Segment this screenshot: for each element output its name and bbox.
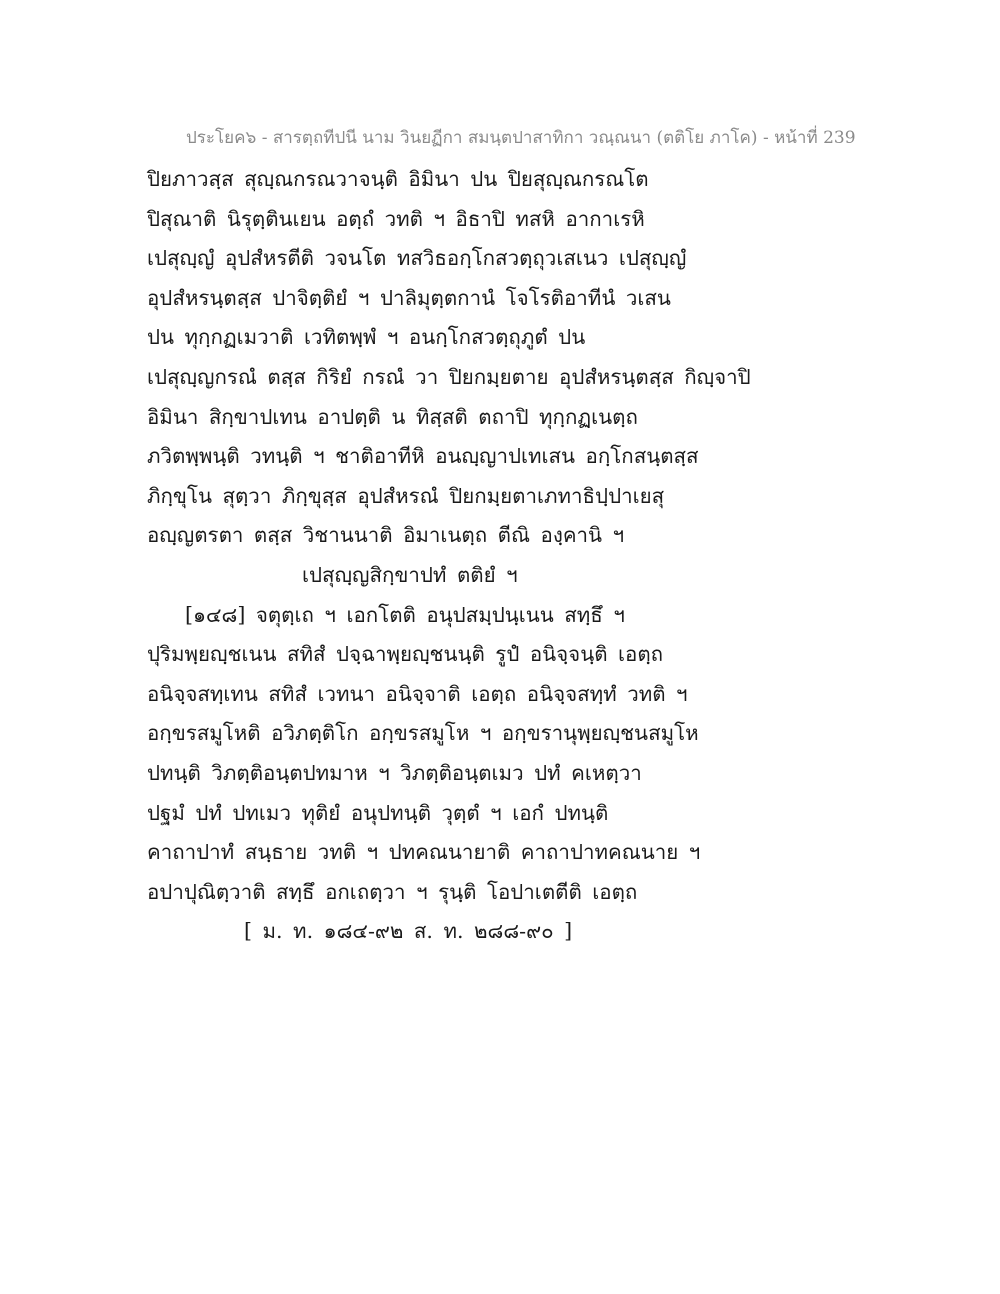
text-line: เปสุญฺญกรณํ ตสฺส กิริยํ กรณํ วา ปิยกมฺยตาย อุปสํหรนฺตสฺส กิญฺจาปิ bbox=[147, 364, 751, 389]
text-line: คาถาปาทํ สนฺธาย วทติ ฯ ปทคณนายาติ คาถาปาทคณนาย ฯ bbox=[147, 840, 701, 865]
text-line: ภิกฺขุโน สุตฺวา ภิกฺขุสฺส อุปสํหรณํ ปิยกมฺยตาเภทาธิปฺปาเยสุ bbox=[147, 483, 665, 508]
paragraph-opening: [๑๔๘] จตุตฺเถ ฯ เอกโตติ อนุปสมฺปนฺเนน สทฺธึ ฯ bbox=[185, 602, 625, 627]
text-line: อกฺขรสมูโหติ อวิภตฺติโก อกฺขรสมูโห ฯ อกฺขรานุพฺยญฺชนสมูโห bbox=[147, 721, 699, 746]
text-line: ปุริมพฺยญฺชเนน สทิสํ ปจฺฉาพฺยญฺชนนฺติ รูปํ อนิจฺจนฺติ เอตฺถ bbox=[147, 642, 664, 667]
text-line: ปทนฺติ วิภตฺติอนฺตปทมาห ฯ วิภตฺติอนฺตเมว ปทํ คเหตฺวา bbox=[147, 760, 642, 785]
text-line: อุปสํหรนฺตสฺส ปาจิตฺติยํ ฯ ปาลิมุตฺตกานํ โจโรติอาทีนํ วเสน bbox=[147, 285, 671, 310]
text-line: อิมินา สิกฺขาปเทน อาปตฺติ น ทิสฺสติ ตถาปิ ทุกฺกฏเนตฺถ bbox=[147, 404, 638, 429]
text-line: ปิสุณาติ นิรุตฺตินเยน อตฺถํ วทติ ฯ อิธาปิ ทสหิ อากาเรหิ bbox=[147, 206, 645, 231]
body-text bbox=[147, 160, 847, 952]
text-line: อปาปุณิตฺวาติ สทฺธึ อกเถตฺวา ฯ รุนฺติ โอปาเตตีติ เอตฺถ bbox=[147, 879, 638, 904]
text-line: เปสุญฺญํ อุปสํหรตีติ วจนโต ทสวิธอกฺโกสวตฺถุวเสเนว เปสุญฺญํ bbox=[147, 246, 687, 271]
text-line: ปิยภาวสฺส สุญฺณกรณวาจนฺติ อิมินา ปน ปิยสุญฺณกรณโต bbox=[147, 167, 649, 191]
text-line: อญฺญตรตา ตสฺส วิชานนาติ อิมาเนตฺถ ตีณิ องฺคานิ ฯ bbox=[147, 523, 625, 548]
text-line: ปน ทุกฺกฏเมวาติ เวทิตพฺพํ ฯ อนกฺโกสวตฺถุภูตํ ปน bbox=[147, 325, 586, 350]
text-line: ภวิตพฺพนฺติ วทนฺติ ฯ ชาติอาทีหิ อนญฺญาปเทเสน อกฺโกสนฺตสฺส bbox=[147, 444, 699, 469]
text-line: อนิจฺจสทฺเทน สทิสํ เวทนา อนิจฺจาติ เอตฺถ อนิจฺจสทฺทํ วทติ ฯ bbox=[147, 681, 688, 706]
text-line: ปฐมํ ปทํ ปทเมว ทุติยํ อนุปทนฺติ วุตฺตํ ฯ เอกํ ปทนฺติ bbox=[147, 800, 609, 825]
section-title: เปสุญฺญสิกฺขาปทํ ตติยํ ฯ bbox=[302, 562, 518, 587]
running-header: ประโยค๖ - สารตฺถทีปนี นาม วินยฏีกา สมนฺตปาสาทิกา วณฺณนา (ตติโย ภาโค) - หน้าที่ 239 bbox=[186, 128, 856, 148]
reference-note: [ ม. ท. ๑๘๔-๙๒ ส. ท. ๒๘๘-๙๐ ] bbox=[244, 919, 573, 944]
